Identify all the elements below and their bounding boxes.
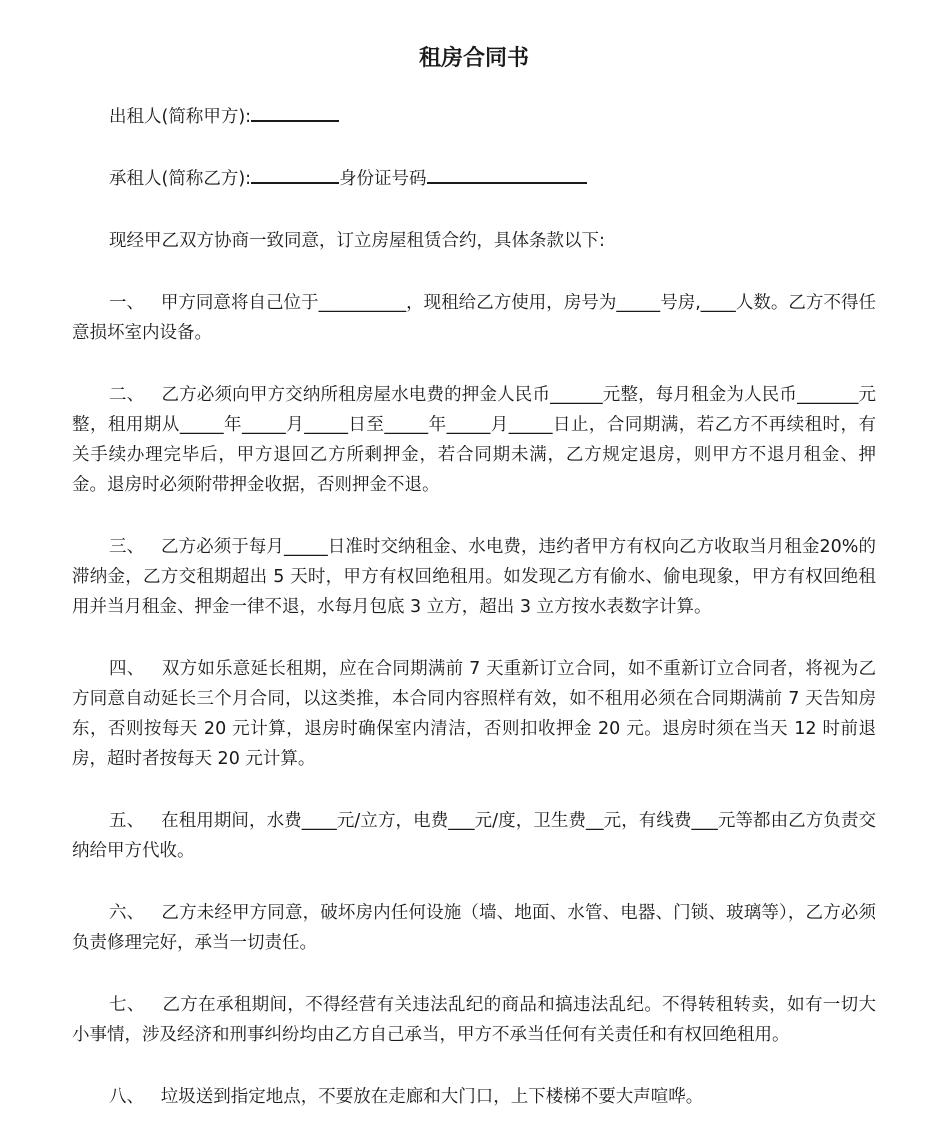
clause-5 (72, 806, 876, 866)
id-label: 身份证号码 (339, 169, 427, 189)
clause-7 (72, 990, 876, 1050)
clause-text: 垃圾送到指定地点，不要放在走廊和大门口，上下楼梯不要大声喧哗。 (160, 1087, 704, 1107)
id-blank (427, 166, 587, 184)
clause-number: 四、 (109, 659, 145, 679)
lessee-line (72, 164, 876, 194)
clause-number: 一、 (109, 293, 145, 313)
clause-number: 三、 (109, 537, 145, 557)
clause-8 (72, 1082, 876, 1112)
clause-text: 乙方未经甲方同意，破坏房内任何设施（墙、地面、水管、电器、门锁、玻璃等），乙方必须负责修理完好，承当一切责任。 (72, 903, 876, 953)
clause-text: 甲方同意将自己位于__________，现租给乙方使用，房号为_____号房,____人数。乙方不得任意损坏室内设备。 (72, 293, 877, 343)
clause-number: 七、 (109, 995, 145, 1015)
lessee-label: 承租人(简称乙方): (109, 169, 252, 189)
clause-text: 乙方必须于每月_____日准时交纳租金、水电费，违约者甲方有权向乙方收取当月租金20%的滞纳金，乙方交租期超出 5 天时，甲方有权回绝租用。如发现乙方有偷水、偷电现象，甲方有权回绝租用并当月租金、押金一律不退，水每月包底 3 立方，超出 3 立方按水表数字计算。 (72, 537, 877, 617)
clause-number: 五、 (109, 811, 145, 831)
lessor-label: 出租人(简称甲方): (109, 107, 252, 127)
clause-number: 六、 (109, 903, 145, 923)
clause-text: 双方如乐意延长租期，应在合同期满前 7 天重新订立合同，如不重新订立合同者，将视为乙方同意自动延长三个月合同，以这类推，本合同内容照样有效，如不租用必须在合同期满前 7 天告知房东，否则按每天 20 元计算，退房时确保室内清洁，否则扣收押金 20 元。退房时须在当天 12 时前退房，超时者按每天 20 元计算。 (72, 659, 876, 769)
clause-text: 乙方在承租期间，不得经营有关违法乱纪的商品和搞违法乱纪。不得转租转卖，如有一切大小事情，涉及经济和刑事纠纷均由乙方自己承当，甲方不承当任何有关责任和有权回绝租用。 (72, 995, 876, 1045)
clause-4 (72, 654, 876, 774)
clause-number: 八、 (109, 1087, 144, 1107)
lessor-blank (251, 104, 339, 122)
clause-2 (72, 380, 876, 500)
lessor-line (72, 102, 876, 132)
intro-paragraph: 现经甲乙双方协商一致同意，订立房屋租赁合约，具体条款以下: (109, 231, 605, 251)
clause-text: 乙方必须向甲方交纳所租房屋水电费的押金人民币______元整，每月租金为人民币_______元整，租用期从_____年_____月_____日至_____年_____月_____日止，合同期满，若乙方不再续租时，有关手续办理完毕后，甲方退回乙方所剩押金，若合同期未满，乙方规定退房，则甲方不退月租金、押金。退房时必须附带押金收据，否则押金不退。 (72, 385, 876, 495)
clause-text: 在租用期间，水费____元/立方，电费___元/度，卫生费__元，有线费___元等都由乙方负责交纳给甲方代收。 (72, 811, 877, 861)
lessee-blank (251, 166, 339, 184)
clause-number: 二、 (109, 385, 145, 405)
clause-1 (72, 288, 876, 348)
clause-3 (72, 532, 876, 622)
clause-6 (72, 898, 876, 958)
page-title: 租房合同书 (418, 46, 529, 71)
